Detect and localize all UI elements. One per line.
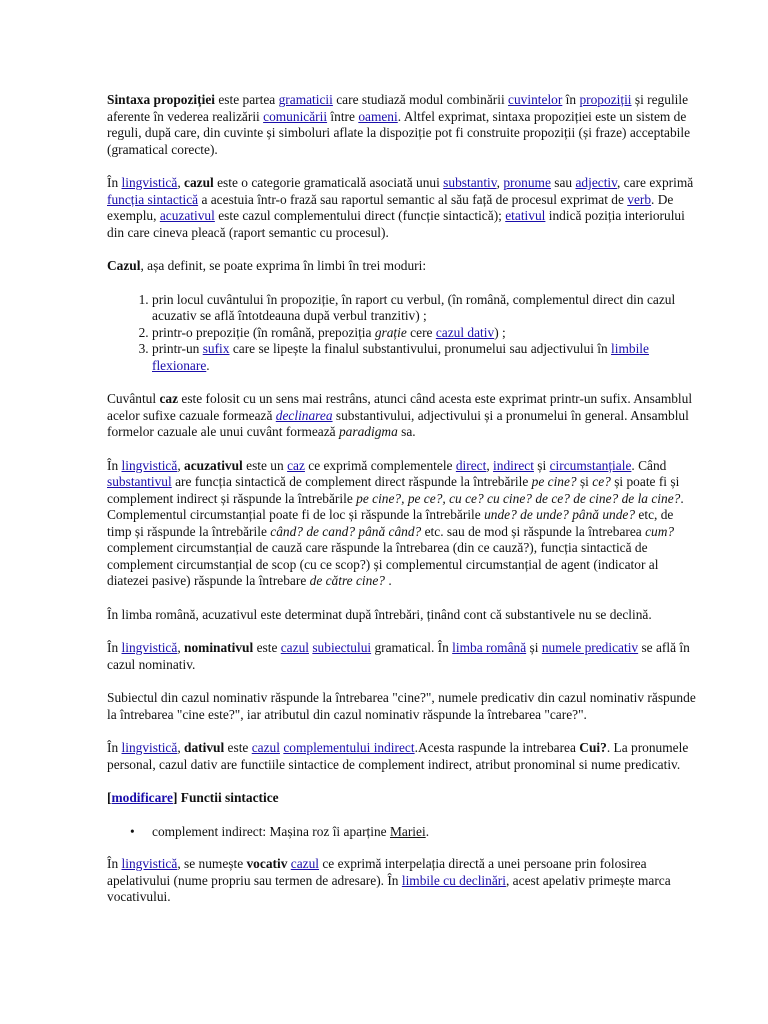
modes-list: [107, 292, 697, 375]
list-item: • complement indirect: Mașina roz îi aparține Mariei.: [130, 823, 430, 839]
paragraph-acuzativul: În lingvistică, acuzativul este un caz ce exprimă complementele direct, indirect și circumstanțiale. Când substantivul are funcția sintactică de complement direct răspunde la întrebările pe cine? și ce? și poate fi și complement indirect și răspunde la întrebările pe cine?, pe ce?, cu ce? cu cine? de ce? de cine? de la cine?. Complementul circumstanțial poate fi de loc și răspunde la întrebările unde? de unde? până unde? etc, de timp și răspunde la întrebările când? de cand? până când? etc. sau de mod și răspunde la întrebarea cum? complement circumstanțial de cauză care răspunde la întrebarea (din ce cauză?), funcția sintactică de complement circumstanțial de scop (cu ce scop?) și complementul circumstanțial de agent (indicator al diatezei pasive) răspunde la întrebare de către cine? .: [107, 457, 684, 588]
paragraph-vocativ: În lingvistică, se numește vocativ cazul ce exprimă interpelația directă a unei persoane prin folosirea apelativului (nume propriu sau termen de adresare). În limbile cu declinări, acest apelativ primește marca vocativului.: [107, 856, 671, 904]
term-vocativ: vocativ: [246, 856, 288, 871]
edit-section-link[interactable]: modificare: [111, 790, 173, 805]
link-subiectului[interactable]: subiectului: [312, 640, 372, 655]
paragraph-cazul-moduri: Cazul, așa definit, se poate exprima în limbi în trei moduri:: [107, 258, 427, 273]
term-acuzativul: acuzativul: [184, 457, 243, 473]
paragraph-nominativul: În lingvistică, nominativul este cazul subiectului gramatical. În limba română și numele predicativ se află în cazul nominativ.: [107, 640, 690, 672]
term-nominativul: nominativul: [184, 640, 254, 655]
link-numele-predicativ[interactable]: numele predicativ: [541, 640, 639, 655]
list-item: 2. printr-o prepoziție (în română, prepoziția grație cere cazul dativ) ;: [152, 325, 697, 342]
link-substantivul[interactable]: substantivul: [107, 474, 172, 489]
link-functia-sintactica[interactable]: funcția sintactică: [107, 191, 199, 207]
link-direct[interactable]: direct: [455, 457, 487, 473]
link-cazul[interactable]: cazul: [251, 740, 280, 755]
list-item: 1. prin locul cuvântului în propoziție, în raport cu verbul, (în română, complementul direct din cazul acuzativ se află întotdeauna după verbul tranzitiv) ;: [152, 292, 697, 325]
link-complementului-indirect[interactable]: complementului indirect: [283, 740, 415, 755]
link-acuzativul[interactable]: acuzativul: [159, 208, 215, 223]
link-limbile-cu-declinari[interactable]: limbile cu declinări: [401, 872, 506, 888]
link-limba-romana[interactable]: limba română: [452, 640, 527, 655]
section-title: Functii sintactice: [177, 790, 279, 805]
link-etativul[interactable]: etativul: [505, 208, 546, 223]
link-lingvistica[interactable]: lingvistică: [121, 856, 178, 871]
link-lingvistica[interactable]: lingvistică: [121, 640, 178, 655]
link-sufix[interactable]: sufix: [202, 341, 230, 356]
term-caz: caz: [159, 391, 179, 406]
link-lingvistica[interactable]: lingvistică: [121, 457, 178, 473]
link-lingvistica[interactable]: lingvistică: [121, 175, 178, 190]
paragraph-caz-sufix: Cuvântul caz este folosit cu un sens mai restrâns, atunci când acesta este exprimat printr-un sufix. Ansamblul acelor sufixe cazuale formează declinarea substantivului, adjectivului și a pronumelui în general. Ansamblul formelor cazuale ale unui cuvânt formează paradigma sa.: [107, 391, 693, 439]
link-indirect[interactable]: indirect: [493, 457, 534, 473]
link-cazul[interactable]: cazul: [290, 856, 319, 871]
term-cui: Cui?: [579, 740, 607, 755]
term-dativul: dativul: [184, 740, 225, 755]
link-adjectiv[interactable]: adjectiv: [575, 175, 617, 190]
link-comunicarii[interactable]: comunicării: [263, 108, 328, 124]
link-substantiv[interactable]: substantiv: [443, 175, 497, 190]
link-oameni[interactable]: oameni: [358, 108, 398, 124]
paragraph-cazul-definitie: În lingvistică, cazul este o categorie gramaticală asociată unui substantiv, pronume sau adjectiv, care exprimă funcția sintactică a acestuia într-o frază sau raportul semantic al său față de procesul exprimat de verb. De exemplu, acuzativul este cazul complementului direct (funcție sintactică); etativul indică poziția interiorului din care cineva pleacă (raport semantic cu procesul).: [107, 175, 694, 240]
section-heading: [modificare] Functii sintactice: [107, 790, 279, 805]
paragraph-subiectul: Subiectul din cazul nominativ răspunde la întrebarea "cine?", numele predicativ din cazul nominativ răspunde la întrebarea "cine este?", iar atributul din cazul nominativ răspunde la întrebarea "care?".: [107, 690, 696, 722]
term-sintaxa: Sintaxa propoziției: [107, 92, 216, 107]
link-gramaticii[interactable]: gramaticii: [278, 92, 333, 107]
link-circumstantiale[interactable]: circumstanțiale: [549, 457, 632, 473]
paragraph-sintaxa: Sintaxa propoziției este partea gramaticii care studiază modul combinării cuvintelor în propoziții și regulile aferente în vederea realizării comunicării între oameni. Altfel exprimat, sintaxa propoziției este un sistem de reguli, după care, din cuvinte și simboluri aflate la dispoziție pot fi construite propoziții (și fraze) acceptabile (gramatical corecte).: [107, 92, 691, 157]
term-cazul-intro: Cazul: [107, 258, 141, 273]
document-body: [107, 92, 697, 923]
link-verb[interactable]: verb: [627, 191, 652, 207]
paragraph-acuzativ-romana: În limba română, acuzativul este determinat după întrebări, ținând cont că substantivele nu se declină.: [107, 606, 652, 622]
term-cazul: cazul: [184, 175, 214, 190]
paragraph-dativul: În lingvistică, dativul este cazul complementului indirect.Acesta raspunde la intrebarea Cui?. La pronumele personal, cazul dativ are functiile sintactice de complement indirect, atribut pronominal si nume predicativ.: [107, 740, 689, 772]
link-declinarea[interactable]: declinarea: [275, 407, 333, 423]
list-item: 3. printr-un sufix care se lipește la finalul substantivului, pronumelui sau adjectivului în limbile flexionare.: [152, 341, 697, 374]
link-lingvistica[interactable]: lingvistică: [121, 740, 178, 755]
link-propozitii[interactable]: propoziții: [579, 92, 632, 107]
link-limbile-flexionare[interactable]: limbile flexionare: [152, 341, 649, 373]
bullet-icon: •: [130, 823, 135, 839]
link-caz[interactable]: caz: [287, 457, 305, 473]
link-cuvintelor[interactable]: cuvintelor: [508, 92, 563, 107]
link-cazul[interactable]: cazul: [280, 640, 309, 655]
functions-list: [107, 824, 697, 841]
link-cazul-dativ[interactable]: cazul dativ: [435, 324, 495, 340]
link-pronume[interactable]: pronume: [503, 175, 551, 190]
